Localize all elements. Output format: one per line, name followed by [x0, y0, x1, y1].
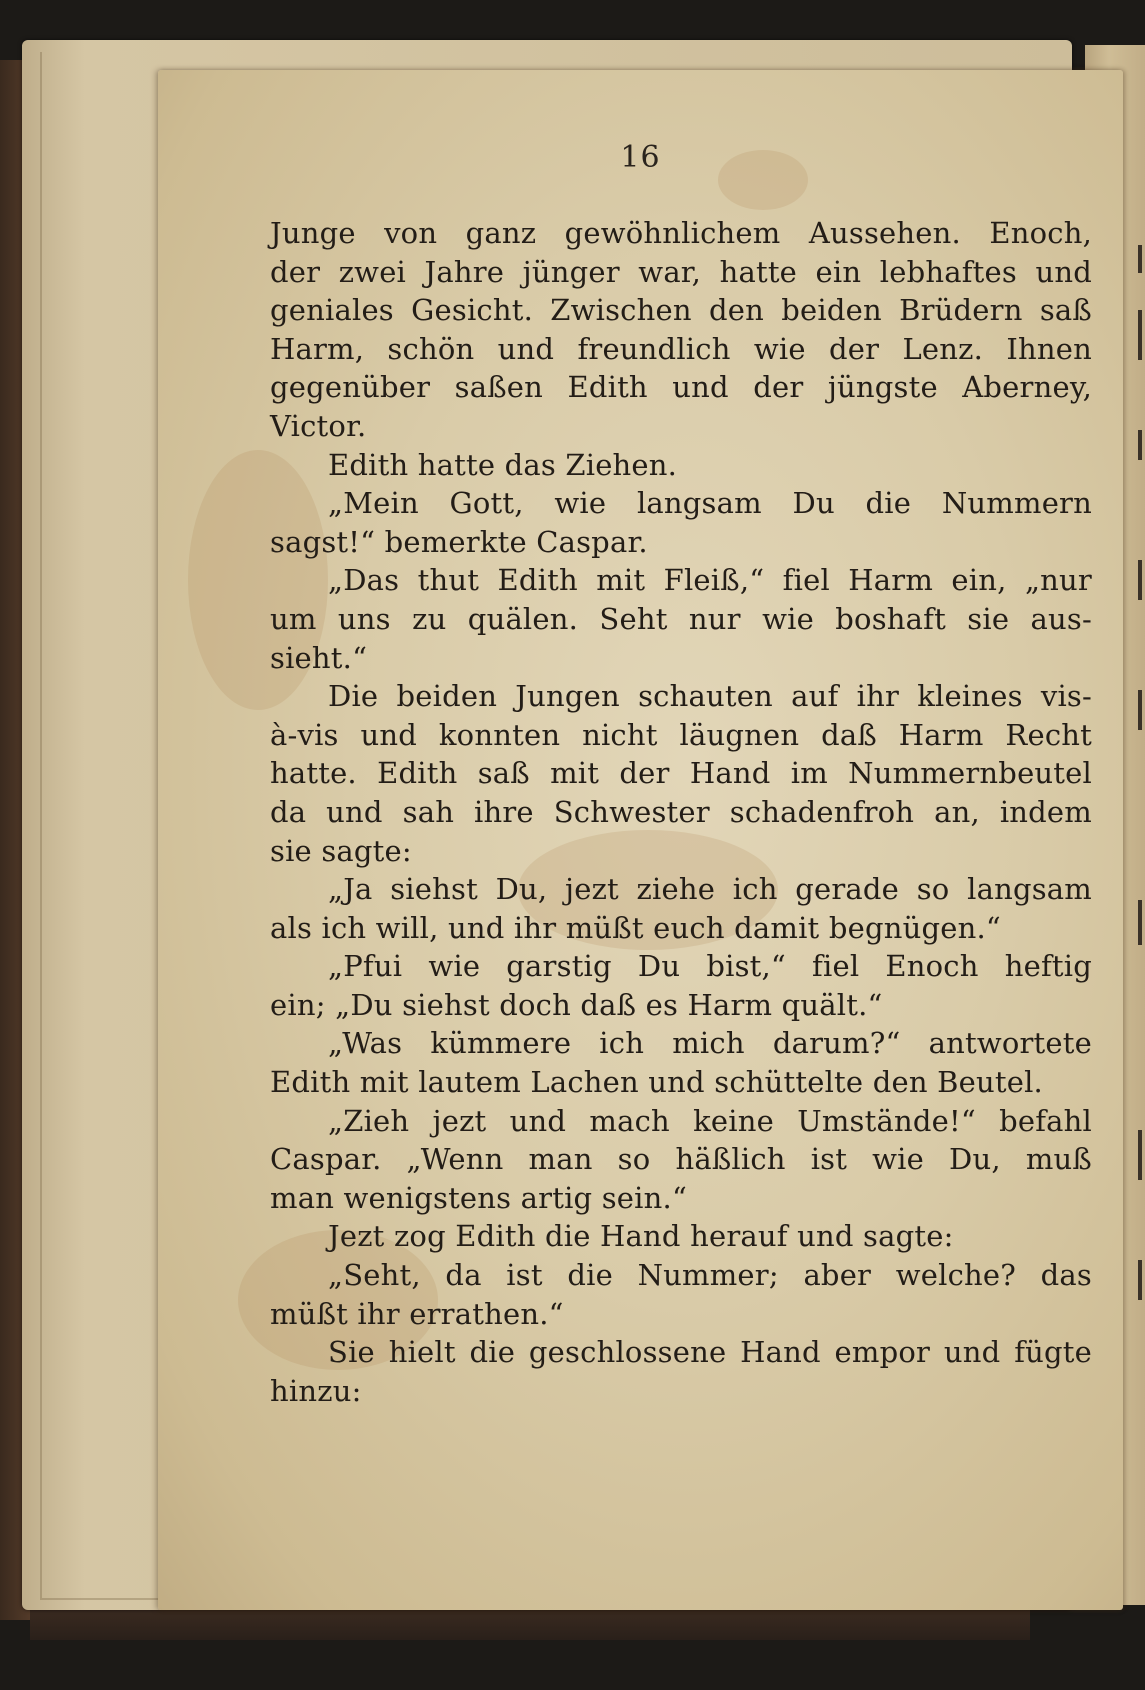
text-line: als ich will, und ihr müßt euch damit begnügen.“: [270, 910, 1001, 945]
adjacent-page-mark: [1138, 560, 1142, 600]
book-page: [158, 70, 1123, 1610]
text-line: Sie hielt die geschlossene Hand empor und fügte: [328, 1335, 1092, 1370]
text-line: müßt ihr errathen.“: [270, 1296, 564, 1331]
text-line: „Ja siehst Du, jezt ziehe ich gerade so langsam: [328, 872, 1092, 907]
text-line: Edith hatte das Ziehen.: [328, 447, 678, 482]
text-line: „Zieh jezt und mach keine Umstände!“ befahl: [328, 1103, 1092, 1138]
adjacent-page-mark: [1138, 310, 1142, 360]
text-line: „Was kümmere ich mich darum?“ antwortete: [328, 1026, 1092, 1061]
text-line: Jezt zog Edith die Hand herauf und sagte:: [328, 1219, 954, 1254]
text-line: Caspar. „Wenn man so häßlich ist wie Du, muß: [270, 1142, 1092, 1177]
text-line: sagst!“ bemerkte Caspar.: [270, 524, 648, 559]
text-line: hinzu:: [270, 1373, 362, 1408]
text-line: „Pfui wie garstig Du bist,“ fiel Enoch heftig: [328, 949, 1092, 984]
text-line: Edith mit lautem Lachen und schüttelte den Beutel.: [270, 1065, 1043, 1100]
text-line: ein; „Du siehst doch daß es Harm quält.“: [270, 987, 883, 1022]
adjacent-page-mark: [1138, 900, 1142, 945]
adjacent-page-mark: [1138, 430, 1142, 460]
text-line: „Mein Gott, wie langsam Du die Nummern: [328, 486, 1092, 521]
text-line: „Seht, da ist die Nummer; aber welche? das: [328, 1258, 1092, 1293]
text-line: sieht.“: [270, 640, 368, 675]
page-text: [270, 214, 1092, 1410]
text-line: um uns zu quälen. Seht nur wie boshaft sie aus-: [270, 601, 1092, 636]
adjacent-page-mark: [1138, 1130, 1142, 1180]
text-line: Die beiden Jungen schauten auf ihr kleines vis-: [328, 679, 1092, 714]
text-line: „Das thut Edith mit Fleiß,“ fiel Harm ein, „nur: [328, 563, 1092, 598]
text-line: gegenüber saßen Edith und der jüngste Aberney,: [270, 370, 1092, 405]
page-number: 16: [620, 140, 661, 175]
adjacent-page-mark: [1138, 690, 1142, 730]
text-line: geniales Gesicht. Zwischen den beiden Brüdern saß: [270, 293, 1092, 328]
text-line: hatte. Edith saß mit der Hand im Nummernbeutel: [270, 756, 1092, 791]
text-line: Junge von ganz gewöhnlichem Aussehen. Enoch,: [270, 216, 1092, 250]
text-line: à-vis und konnten nicht läugnen daß Harm Recht: [270, 717, 1092, 752]
text-line: sie sagte:: [270, 833, 412, 868]
adjacent-page-mark: [1138, 1260, 1142, 1300]
adjacent-page-mark: [1138, 245, 1142, 273]
text-line: Harm, schön und freundlich wie der Lenz. Ihnen: [270, 331, 1092, 366]
text-line: Victor.: [270, 408, 367, 443]
text-line: der zwei Jahre jünger war, hatte ein lebhaftes und: [270, 254, 1092, 289]
text-line: man wenigstens artig sein.“: [270, 1180, 687, 1215]
text-line: da und sah ihre Schwester schadenfroh an, indem: [270, 794, 1092, 829]
